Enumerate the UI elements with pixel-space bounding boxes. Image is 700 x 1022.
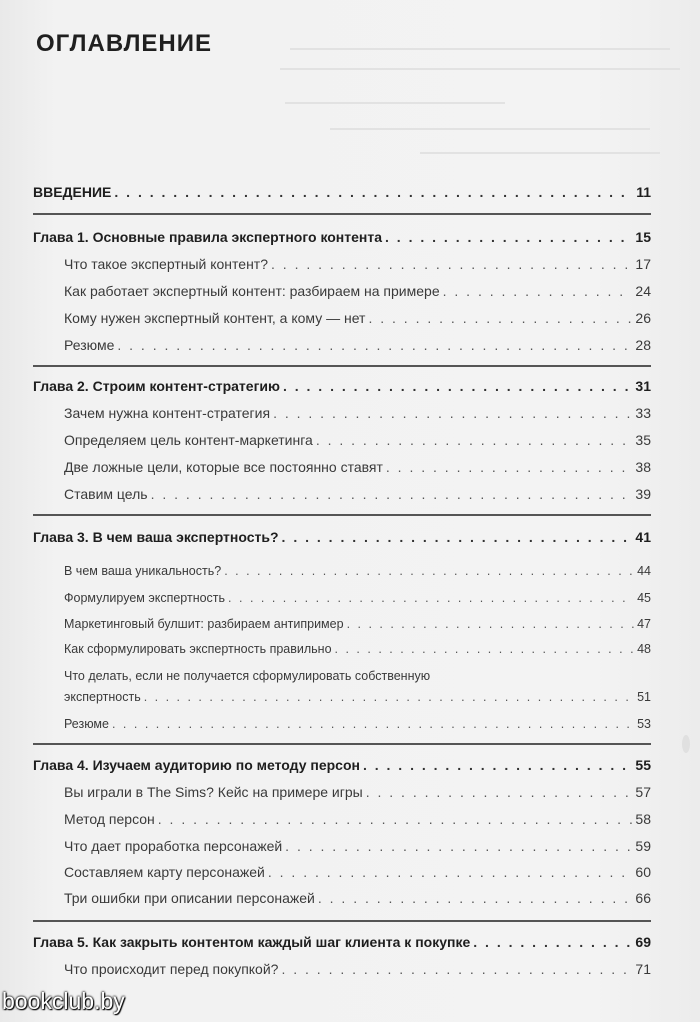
section-divider [33, 743, 651, 745]
toc-entry[interactable] [64, 961, 651, 977]
toc-entry[interactable] [64, 811, 651, 827]
entry-page: 41 [635, 529, 651, 545]
entry-page: 47 [637, 617, 651, 631]
dot-leader [363, 757, 632, 773]
dot-leader [144, 690, 634, 704]
entry-page: 33 [635, 405, 651, 421]
entry-page: 31 [635, 378, 651, 394]
toc-entry[interactable] [64, 890, 651, 906]
entry-title: Определяем цель контент-маркетинга [64, 432, 313, 448]
dot-leader [271, 256, 632, 272]
entry-page: 35 [635, 432, 651, 448]
toc-entry[interactable] [64, 256, 651, 272]
dot-leader [112, 717, 634, 731]
dot-leader [228, 591, 634, 605]
dot-leader [285, 838, 632, 854]
section-divider [33, 213, 651, 215]
toc-entry-chapter-1[interactable] [33, 229, 651, 245]
entry-title: Резюме [64, 717, 109, 731]
dot-leader [385, 229, 632, 245]
entry-page: 51 [637, 690, 651, 704]
site-watermark: bookclub.by [2, 988, 125, 1014]
dot-leader [151, 486, 633, 502]
toc-entry[interactable] [64, 283, 651, 299]
dot-leader [268, 864, 633, 880]
dot-leader [347, 617, 635, 631]
entry-title: Резюме [64, 337, 115, 353]
entry-page: 48 [637, 642, 651, 656]
entry-title: Зачем нужна контент-стратегия [64, 405, 271, 421]
entry-title: Глава 4. Изучаем аудиторию по методу персон [33, 757, 360, 773]
entry-page: 53 [637, 717, 651, 731]
dot-leader [318, 890, 633, 906]
entry-page: 55 [635, 757, 651, 773]
toc-entry[interactable] [64, 337, 651, 353]
dot-leader [366, 784, 633, 800]
entry-page: 28 [635, 337, 651, 353]
entry-title: Вы играли в The Sims? Кейс на примере игры [64, 784, 363, 800]
entry-page: 38 [635, 459, 651, 475]
entry-title: Что дает проработка персонажей [64, 838, 283, 854]
dot-leader [335, 642, 635, 656]
toc-entry[interactable] [64, 838, 651, 854]
entry-title: Метод персон [64, 811, 155, 827]
dot-leader [114, 184, 633, 200]
entry-title: ВВЕДЕНИЕ [33, 184, 112, 200]
dot-leader [117, 337, 632, 353]
entry-title: Как работает экспертный контент: разбираем на примере [64, 283, 440, 299]
dot-leader [158, 811, 633, 827]
toc-entry[interactable] [64, 864, 651, 880]
dot-leader [443, 283, 633, 299]
toc-entry[interactable] [64, 432, 651, 448]
entry-title: Что такое экспертный контент? [64, 256, 269, 272]
entry-page: 57 [635, 784, 651, 800]
entry-page: 71 [635, 961, 651, 977]
toc-entry-chapter-5[interactable] [33, 934, 651, 950]
toc-entry-chapter-4[interactable] [33, 757, 651, 773]
section-divider [33, 920, 651, 922]
dot-leader [368, 310, 632, 326]
dot-leader [281, 961, 632, 977]
entry-title: Ставим цель [64, 486, 148, 502]
entry-page: 45 [637, 591, 651, 605]
dot-leader [316, 432, 633, 448]
entry-page: 66 [635, 890, 651, 906]
toc-entry[interactable] [64, 717, 651, 731]
toc-entry[interactable] [64, 564, 651, 578]
entry-title: Глава 2. Строим контент-стратегию [33, 378, 280, 394]
dot-leader [386, 459, 633, 475]
paper-mark [682, 735, 690, 753]
entry-page: 26 [635, 310, 651, 326]
toc-entry[interactable] [64, 642, 651, 656]
toc-entry[interactable] [64, 617, 651, 631]
toc-entry[interactable] [64, 591, 651, 605]
entry-title: Две ложные цели, которые все постоянно ставят [64, 459, 383, 475]
dot-leader [273, 405, 632, 421]
dot-leader [283, 378, 632, 394]
toc-entry-chapter-3[interactable] [33, 529, 651, 545]
toc-entry[interactable] [64, 486, 651, 502]
entry-title: Глава 1. Основные правила экспертного контента [33, 229, 383, 245]
entry-page: 11 [636, 184, 651, 200]
toc-entry[interactable] [64, 784, 651, 800]
entry-title: Три ошибки при описании персонажей [64, 890, 315, 906]
entry-page: 15 [635, 229, 651, 245]
entry-page: 69 [635, 934, 651, 950]
entry-title: Что происходит перед покупкой? [64, 961, 279, 977]
entry-page: 44 [637, 564, 651, 578]
page-title: ОГЛАВЛЕНИЕ [36, 30, 213, 57]
entry-page: 17 [635, 256, 651, 272]
toc-entry-chapter-2[interactable] [33, 378, 651, 394]
entry-page: 59 [635, 838, 651, 854]
section-divider [33, 365, 651, 367]
entry-title: В чем ваша уникальность? [64, 564, 222, 578]
entry-title-continuation: экспертность [64, 690, 141, 704]
toc-entry-introduction[interactable] [33, 184, 651, 200]
toc-entry-line: Что делать, если не получается сформулировать собственную [64, 669, 431, 683]
entry-title: Кому нужен экспертный контент, а кому — нет [64, 310, 366, 326]
entry-title: Маркетинговый булшит: разбираем антипример [64, 617, 344, 631]
toc-entry[interactable] [64, 690, 651, 704]
entry-title: Составляем карту персонажей [64, 864, 265, 880]
toc-entry[interactable] [64, 310, 651, 326]
dot-leader [282, 529, 633, 545]
entry-title: Как сформулировать экспертность правильно [64, 642, 332, 656]
section-divider [33, 514, 651, 516]
entry-page: 24 [635, 283, 651, 299]
entry-title: Глава 5. Как закрыть контентом каждый шаг клиента к покупке [33, 934, 471, 950]
toc-entry[interactable] [64, 459, 651, 475]
entry-page: 39 [635, 486, 651, 502]
entry-page: 58 [635, 811, 651, 827]
entry-title: Глава 3. В чем ваша экспертность? [33, 529, 279, 545]
entry-title: Формулируем экспертность [64, 591, 226, 605]
entry-page: 60 [635, 864, 651, 880]
dot-leader [473, 934, 632, 950]
dot-leader [224, 564, 634, 578]
toc-entry[interactable] [64, 405, 651, 421]
